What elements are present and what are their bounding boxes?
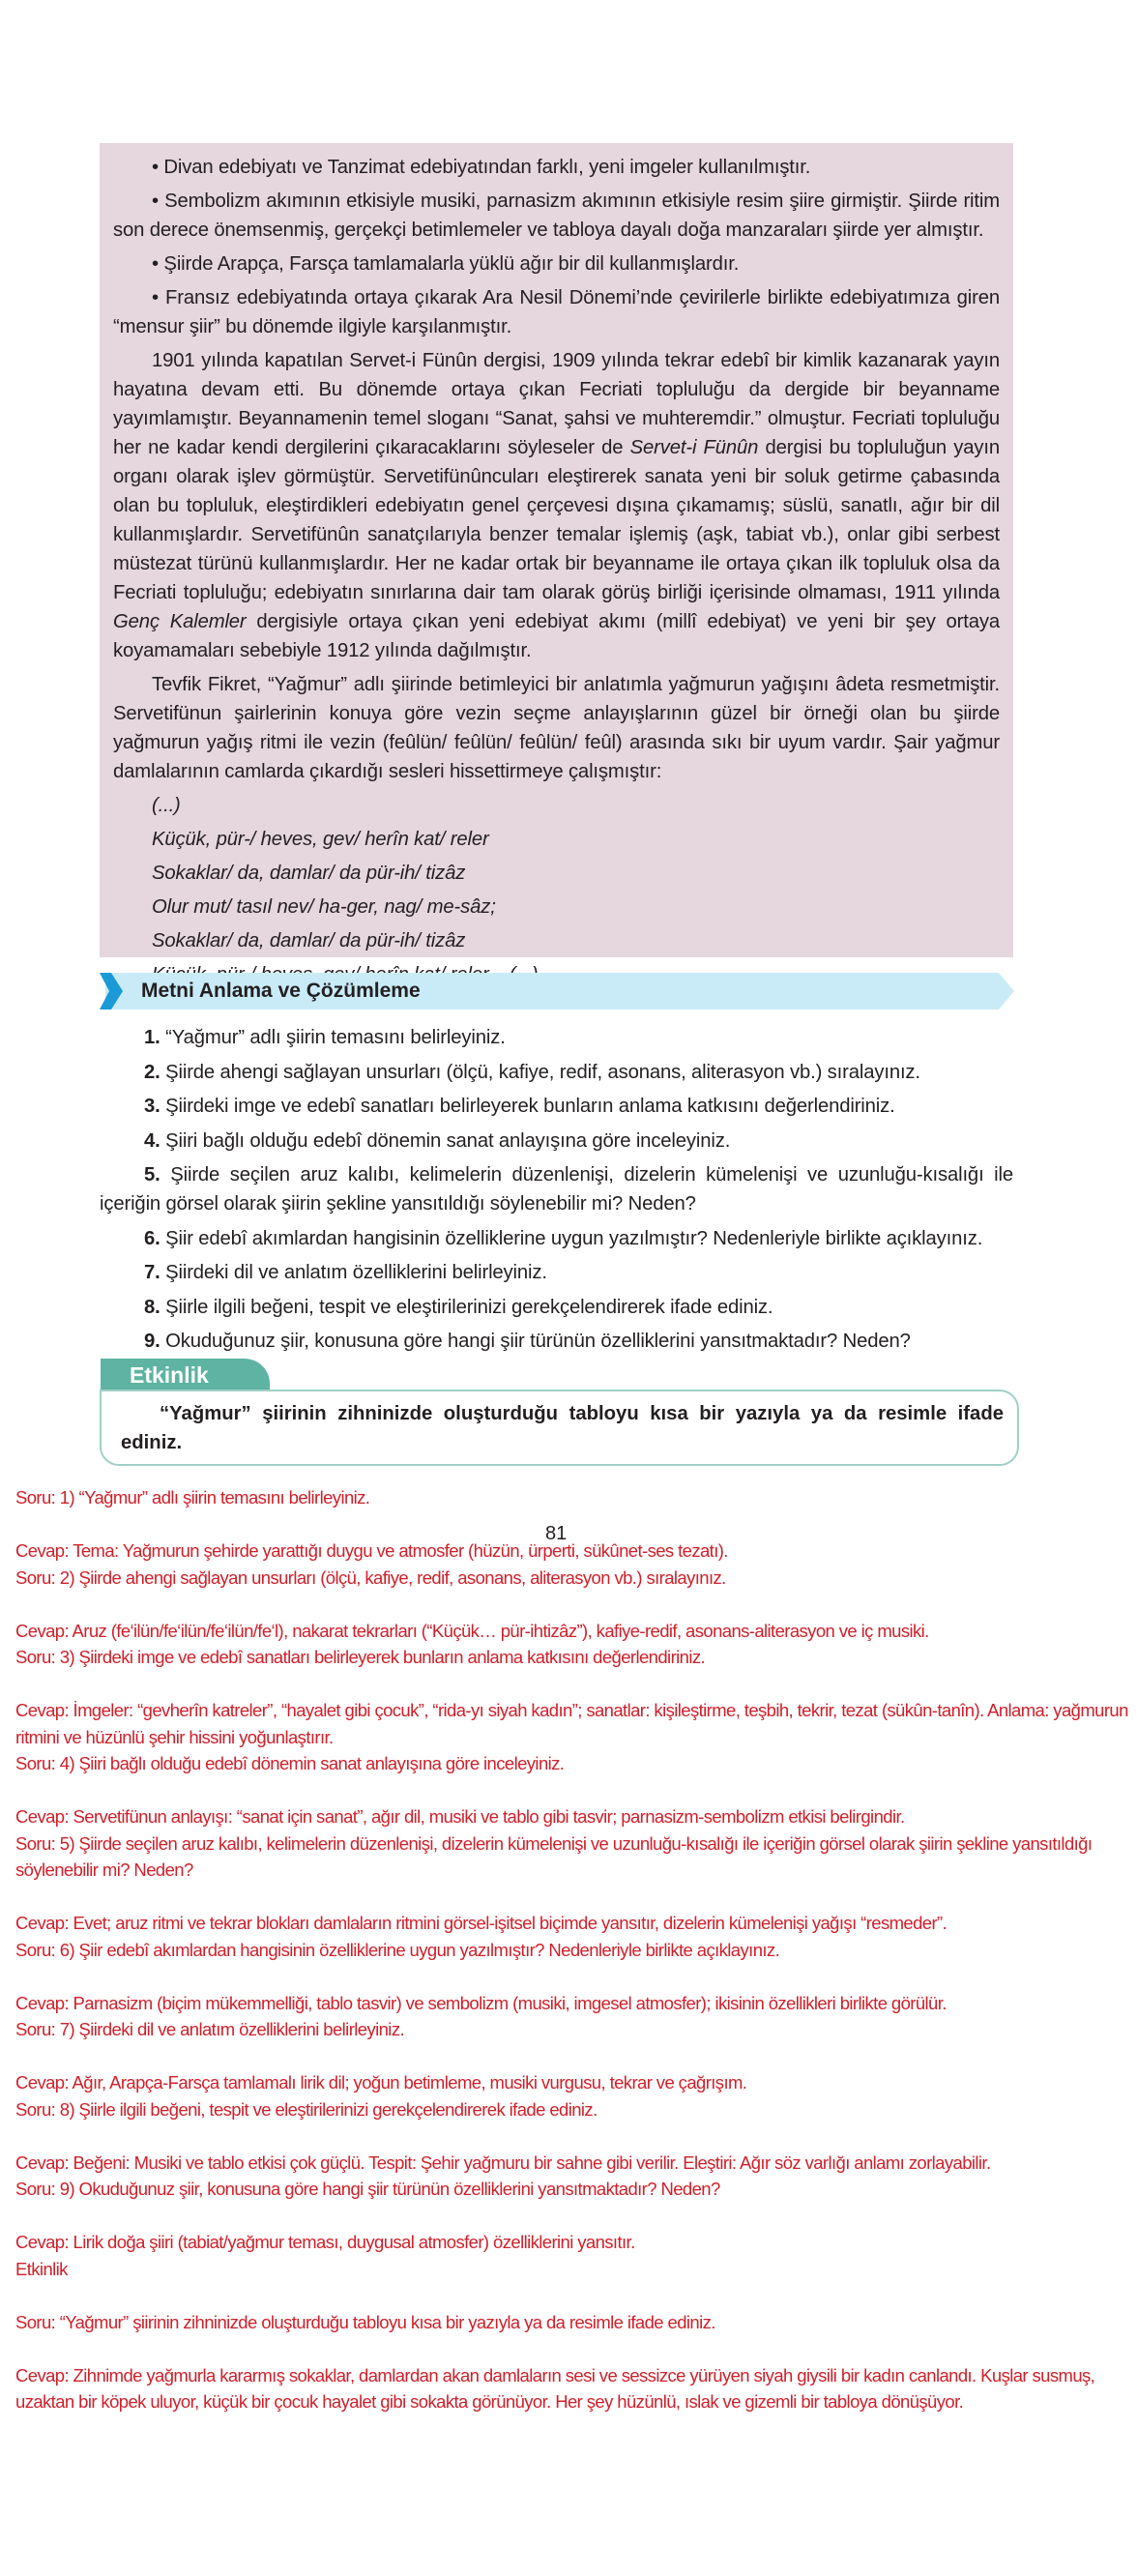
- question-item: 9. Okuduğunuz şiir, konusuna göre hangi şiir türünün özelliklerini yansıtmaktadır? Neden?: [144, 1331, 911, 1352]
- question-list: [100, 1023, 1013, 1361]
- activity-box: [100, 1390, 1019, 1466]
- page-number: 81: [545, 1523, 568, 1544]
- poem-line: (...): [152, 795, 181, 816]
- question-item: 2. Şiirde ahengi sağlayan unsurları (ölçü, kafiye, redif, asonans, aliterasyon vb.) sıralayınız.: [144, 1061, 920, 1083]
- section-title: Metni Anlama ve Çözümleme: [141, 980, 421, 1002]
- question-line: Soru: 9) Okuduğunuz şiir, konusuna göre hangi şiir türünün özelliklerini yansıtmaktadır? Neden?: [15, 2179, 720, 2199]
- paragraph-tevfik-fikret: Tevfik Fikret, “Yağmur” adlı şiirinde betimleyici bir anlatımla yağmurun yağışını âdeta resmetmiştir. Servetifünun şairlerinin konuya göre vezin seçme anlayışlarının güzel bir örneği olan bu şiirde yağmurun yağış ritmi ile vezin (feûlün/ feûlün/ feûlün/ feûl) arasında sıkı bir uyum vardır. Şair yağmur damlalarının camlarda çıkardığı sesleri hissettirmeye çalışmıştır:: [113, 674, 1000, 782]
- answer-line: Cevap: Aruz (fe‘ilün/fe‘ilün/fe‘ilün/fe‘l), nakarat tekrarları (“Küçük… pür-ihtizâz”), kafiye-redif, asonans-aliterasyon ve iç musiki.: [15, 1620, 929, 1641]
- question-line: Soru: “Yağmur” şiirinin zihninizde oluşturduğu tabloyu kısa bir yazıyla ya da resimle ifade ediniz.: [15, 2311, 715, 2332]
- blank-line: [15, 1671, 1137, 1698]
- question-line: Soru: 1) “Yağmur” adlı şiirin temasını belirleyiniz.: [15, 1487, 370, 1508]
- question-line: Soru: 4) Şiiri bağlı olduğu edebî dönemin sanat anlayışına göre inceleyiniz.: [15, 1753, 565, 1773]
- answer-line: Cevap: Servetifünun anlayışı: “sanat için sanat”, ağır dil, musiki ve tablo gibi tasvir; parnasizm-sembolizm etkisi belirgindir.: [15, 1806, 905, 1827]
- bullet-item: • Divan edebiyatı ve Tanzimat edebiyatından farklı, yeni imgeler kullanılmıştır.: [152, 157, 811, 178]
- answer-line: Cevap: Tema: Yağmurun şehirde yarattığı duygu ve atmosfer (hüzün, ürperti, sükûnet-ses tezatı).: [15, 1540, 728, 1561]
- question-line: Soru: 8) Şiirle ilgili beğeni, tespit ve eleştirilerinizi gerekçelendirerek ifade ediniz.: [15, 2098, 598, 2120]
- blank-line: [15, 1511, 1137, 1538]
- question-line: Soru: 7) Şiirdeki dil ve anlatım özelliklerini belirleyiniz.: [15, 2019, 405, 2039]
- poem-line: Sokaklar/ da, damlar/ da pür-ih/ tizâz: [152, 930, 466, 951]
- blank-line: [15, 1963, 1137, 1990]
- blank-line: [15, 2203, 1137, 2230]
- answer-notes: [15, 1484, 1137, 2415]
- blank-line: [15, 1591, 1137, 1618]
- blank-line: [15, 1777, 1137, 1804]
- poem-line: Küçük, pür-/ heves, gev/ herîn kat/ reler: [152, 829, 489, 850]
- info-box: [100, 143, 1013, 957]
- question-item: 3. Şiirdeki imge ve edebî sanatları belirleyerek bunların anlama katkısını değerlendiriniz.: [144, 1096, 895, 1117]
- question-line: Soru: 5) Şiirde seçilen aruz kalıbı, kelimelerin düzenlenişi, dizelerin kümelenişi ve uzunluğu-kısalığı ile içeriğin görsel olarak şiirin şekline yansıtıldığı söylenebilir mi? Neden?: [15, 1832, 1093, 1880]
- question-item: 5. Şiirde seçilen aruz kalıbı, kelimelerin düzenlenişi, dizelerin kümelenişi ve uzunluğu-kısalığı ile içeriğin görsel olarak şiirin şekline yansıtıldığı söylenebilir mi? Neden?: [100, 1164, 1013, 1215]
- question-line: Soru: 2) Şiirde ahengi sağlayan unsurları (ölçü, kafiye, redif, asonans, aliterasyon vb.) sıralayınız.: [15, 1566, 726, 1588]
- answer-line: Cevap: Beğeni: Musiki ve tablo etkisi çok güçlü. Tespit: Şehir yağmuru bir sahne gibi verilir. Eleştiri: Ağır söz varlığı anlamı zorlayabilir.: [15, 2152, 991, 2173]
- answer-line: Cevap: Lirik doğa şiiri (tabiat/yağmur teması, duygusal atmosfer) özelliklerini yansıtır.: [15, 2232, 635, 2252]
- answer-line: Cevap: Parnasizm (biçim mükemmelliği, tablo tasvir) ve sembolizm (musiki, imgesel atmosfer); ikisinin özellikleri birlikte görülür.: [15, 1992, 947, 2013]
- poem-line: Olur mut/ tasıl nev/ ha-ger, nag/ me-sâz;: [152, 896, 496, 918]
- question-item: 6. Şiir edebî akımlardan hangisinin özelliklerine uygun yazılmıştır? Nedenleriyle birlikte açıklayınız.: [144, 1227, 983, 1249]
- bullet-item: • Şiirde Arapça, Farsça tamlamalarla yüklü ağır bir dil kullanmışlardır.: [152, 253, 740, 275]
- bullet-item: • Sembolizm akımının etkisiyle musiki, parnasizm akımının etkisiyle resim şiire girmiştir. Şiirde ritim son derece önemsenmiş, gerçekçi betimlemeler ve tabloya dayalı doğa manzaraları şiirde yer almıştır.: [113, 190, 1000, 241]
- question-item: 7. Şiirdeki dil ve anlatım özelliklerini belirleyiniz.: [144, 1262, 547, 1283]
- blank-line: [15, 1884, 1137, 1911]
- question-item: 1. “Yağmur” adlı şiirin temasını belirleyiniz.: [144, 1027, 506, 1048]
- question-item: 4. Şiiri bağlı olduğu edebî dönemin sanat anlayışına göre inceleyiniz.: [144, 1129, 731, 1152]
- activity-text: “Yağmur” şiirinin zihninizde oluşturduğu tabloyu kısa bir yazıyla ya da resimle ifade ediniz.: [121, 1403, 1004, 1453]
- question-line: Soru: 6) Şiir edebî akımlardan hangisinin özelliklerine uygun yazılmıştır? Nedenleriyle birlikte açıklayınız.: [15, 1939, 780, 1960]
- activity-tab-label: Etkinlik: [130, 1362, 209, 1388]
- question-line: Soru: 3) Şiirdeki imge ve edebî sanatları belirleyerek bunların anlama katkısını değerlendiriniz.: [15, 1647, 706, 1667]
- poem-line: Sokaklar/ da, damlar/ da pür-ih/ tizâz: [152, 863, 466, 884]
- magazine-title: Servet-i Fünûn: [629, 437, 759, 458]
- poem-excerpt: [113, 791, 1000, 989]
- answer-line: Cevap: İmgeler: “gevherîn katreler”, “hayalet gibi çocuk”, “rida-yı siyah kadın”; sanatlar: kişileştirme, teşbih, tekrir, tezat (sükûn-tanîn). Anlama: yağmurun ritmini ve hüzünlü şehir hissini yoğunlaştırır.: [15, 1700, 1128, 1747]
- blank-line: [15, 2122, 1137, 2150]
- blank-line: [15, 2335, 1137, 2362]
- magazine-title: Genç Kalemler: [113, 611, 247, 632]
- answer-line: Cevap: Evet; aruz ritmi ve tekrar blokları damlaların ritmini görsel-işitsel biçimde yansıtır, dizelerin kümelenişi yağışı “resmeder”.: [15, 1913, 948, 1933]
- question-item: 8. Şiirle ilgili beğeni, tespit ve eleştirilerinizi gerekçelendirerek ifade ediniz.: [144, 1296, 773, 1318]
- paragraph-fecriati: 1901 yılında kapatılan Servet-i Fünûn dergisi, 1909 yılında tekrar edebî bir kimlik kazanarak yayın hayatına devam etti. Bu dönemde ortaya çıkan Fecriati topluluğu da dergide bir beyanname yayımlamıştır. Beyannamenin temel sloganı “Sanat, şahsi ve muhteremdir.” olmuştur. Fecriati topluluğu her ne kadar kendi dergilerini çıkaracaklarını söyleseler de Servet-i Fünûn dergisi bu topluluğun yayın organı olarak işlev görmüştür. Servetifünûncuları eleştirerek sanata yeni bir soluk getirme çabasında olan bu topluluk, eleştirdikleri edebiyatın genel çerçevesi dışına çıkamamış; süslü, sanatlı, ağır bir dil kullanmışlardır. Servetifünûn sanatçılarıyla benzer temalar işlemiş (aşk, tabiat vb.), onlar gibi serbest müstezat türünü kullanmışlardır. Her ne kadar ortak bir beyanname ile ortaya çıkan ilk topluluk olsa da Fecriati topluluğu; edebiyatın sınırlarına dair tam olarak görüş birliği içerisinde olmaması, 1911 yılında Genç Kalemler dergisiyle ortaya çıkan yeni edebiyat akımı (millî edebiyat) ve yeni bir şey ortaya koyamamaları sebebiyle 1912 yılında dağılmıştır.: [113, 350, 1001, 661]
- bullet-item: • Fransız edebiyatında ortaya çıkarak Ara Nesil Dönemi’nde çevirilerle birlikte edebiyatımıza giren “mensur şiir” bu dönemde ilgiyle karşılanmıştır.: [113, 287, 1000, 337]
- blank-line: [15, 2043, 1137, 2070]
- heading-line: Etkinlik: [15, 2258, 68, 2279]
- blank-line: [15, 2282, 1137, 2309]
- answer-line: Cevap: Ağır, Arapça-Farsça tamlamalı lirik dil; yoğun betimleme, musiki vurgusu, tekrar ve çağrışım.: [15, 2072, 747, 2093]
- answer-line: Cevap: Zihnimde yağmurla kararmış sokaklar, damlardan akan damlaların sesi ve sessizce yürüyen siyah giysili bir kadın canlandı. Kuşlar susmuş, uzaktan bir köpek uluyor, küçük bir çocuk hayalet gibi sokakta görünüyor. Her şey hüzünlü, ıslak ve gizemli bir tabloya dönüşüyor.: [15, 2364, 1095, 2412]
